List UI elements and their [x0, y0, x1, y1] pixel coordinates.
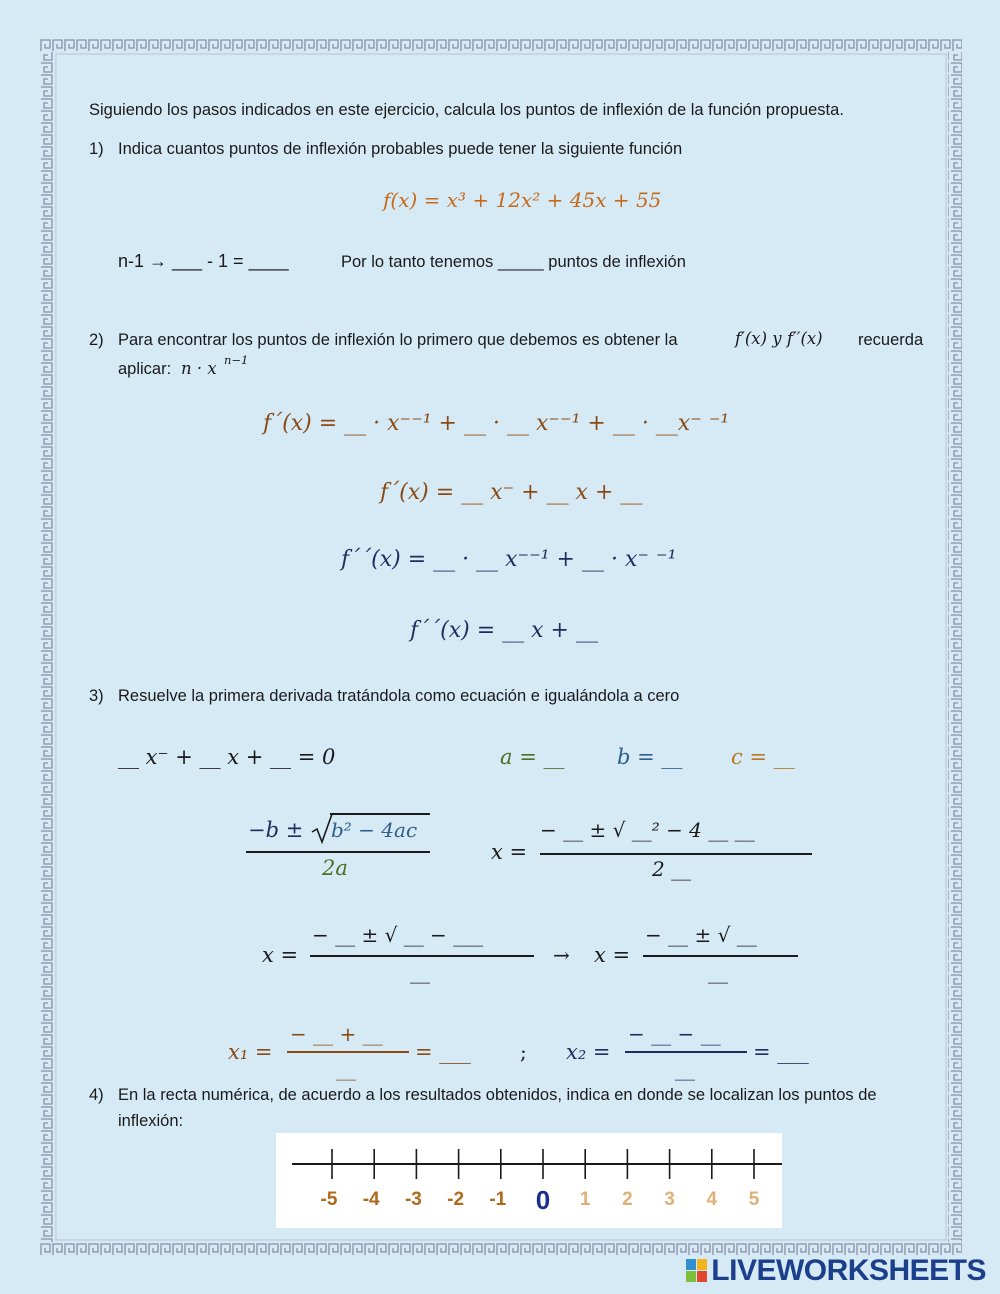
- q3-b[interactable]: b = __: [617, 745, 683, 769]
- x1-denominator[interactable]: __: [336, 1057, 356, 1081]
- q2-text-b-exponent: n−1: [224, 353, 249, 367]
- subst-fraction-bar: [540, 853, 812, 855]
- x1-fraction-bar: [287, 1051, 409, 1053]
- q1-line-suffix[interactable]: Por lo tanto tenemos _____ puntos de inflexión: [341, 253, 686, 271]
- subst-denominator[interactable]: 2 __: [652, 857, 692, 881]
- formula-numerator-b: −b ±: [248, 818, 304, 842]
- q2-text-a-end: recuerda: [858, 331, 924, 349]
- subst-lhs: x =: [491, 840, 528, 864]
- q2-eq4[interactable]: f´´(x) = __ x + __: [410, 618, 598, 643]
- step-fraction-bar: [310, 955, 534, 957]
- q3-c[interactable]: c = __: [731, 745, 795, 769]
- q1-line-prefix[interactable]: n-1 → ___ - 1 = ____: [118, 251, 289, 271]
- intro-text: Siguiendo los pasos indicados en este ejercicio, calcula los puntos de inflexión de la función propuesta.: [89, 101, 844, 119]
- number-line-label: -1: [489, 1189, 507, 1210]
- step2-numerator[interactable]: − __ ± √ __: [645, 923, 757, 947]
- logo-text: LIVEWORKSHEETS: [711, 1254, 986, 1287]
- q1-text: Indica cuantos puntos de inflexión probables puede tener la siguiente función: [118, 140, 683, 158]
- q2-number: 2): [89, 331, 104, 349]
- q4-text-a: En la recta numérica, de acuerdo a los resultados obtenidos, indica en donde se localizan los puntos de: [118, 1086, 877, 1104]
- step-arrow: →: [553, 943, 570, 967]
- number-line-label: 4: [706, 1189, 718, 1210]
- x2-denominator[interactable]: __: [675, 1057, 695, 1081]
- formula-radical-bar: [330, 813, 430, 815]
- q2-eq2[interactable]: f´(x) = __ x⁻ + __ x + __: [380, 480, 643, 505]
- x-separator: ;: [520, 1040, 527, 1064]
- number-line-label: 0: [535, 1185, 551, 1215]
- liveworksheets-logo: [686, 1254, 986, 1288]
- q2-text-b: aplicar:: [118, 360, 172, 378]
- q4-number: 4): [89, 1086, 104, 1104]
- number-line-label: 5: [748, 1189, 760, 1210]
- subst-numerator[interactable]: − __ ± √ __² − 4 __ __: [540, 818, 755, 842]
- formula-fraction-bar: [246, 851, 430, 853]
- q2-eq3[interactable]: f´´(x) = __ · __ x⁻⁻¹ + __ · x⁻ ⁻¹: [341, 547, 677, 572]
- q2-eq1[interactable]: f´(x) = __ · x⁻⁻¹ + __ · __ x⁻⁻¹ + __ · __x⁻ ⁻¹: [263, 411, 730, 436]
- formula-numerator-radicand: b² − 4ac: [331, 818, 418, 842]
- step2-lhs: x =: [594, 943, 631, 967]
- number-line-label: -2: [447, 1189, 465, 1210]
- q3-number: 3): [89, 687, 104, 705]
- x2-lhs: x₂ =: [566, 1040, 611, 1064]
- step-lhs: x =: [262, 943, 299, 967]
- q2-text-a: Para encontrar los puntos de inflexión lo primero que debemos es obtener la: [118, 331, 678, 349]
- step2-fraction-bar: [643, 955, 798, 957]
- number-line-label: 2: [622, 1189, 633, 1210]
- q3-text: Resuelve la primera derivada tratándola como ecuación e igualándola a cero: [118, 687, 680, 705]
- x1-result[interactable]: = ___: [415, 1040, 471, 1064]
- x2-result[interactable]: = ___: [753, 1040, 809, 1064]
- step-denominator[interactable]: __: [410, 960, 430, 984]
- q3-equation[interactable]: __ x⁻ + __ x + __ = 0: [118, 745, 336, 769]
- decorative-border: [40, 38, 962, 1256]
- number-line-label: -4: [362, 1189, 380, 1210]
- x2-fraction-bar: [625, 1051, 747, 1053]
- number-line-label: 1: [579, 1189, 591, 1210]
- x1-numerator[interactable]: − __ + __: [290, 1022, 383, 1046]
- number-line-label: -5: [320, 1189, 338, 1210]
- number-line-label: -3: [404, 1189, 422, 1210]
- q2-text-a-math: f′(x) y f′′(x): [735, 329, 823, 348]
- step-numerator[interactable]: − __ ± √ __ − ___: [312, 923, 484, 947]
- q3-a[interactable]: a = __: [500, 745, 565, 769]
- q2-text-b-math: n · x: [181, 359, 217, 378]
- x2-numerator[interactable]: − __ − __: [628, 1022, 721, 1046]
- logo-icon: [686, 1257, 708, 1281]
- formula-denominator: 2a: [322, 856, 348, 880]
- step2-denominator[interactable]: __: [708, 960, 728, 984]
- x1-lhs: x₁ =: [228, 1040, 273, 1064]
- q4-text-b: inflexión:: [118, 1112, 184, 1130]
- number-line-label: 3: [664, 1189, 675, 1210]
- q1-function: f(x) = x³ + 12x² + 45x + 55: [383, 188, 662, 212]
- number-line[interactable]: [276, 1133, 782, 1228]
- q1-number: 1): [89, 140, 104, 158]
